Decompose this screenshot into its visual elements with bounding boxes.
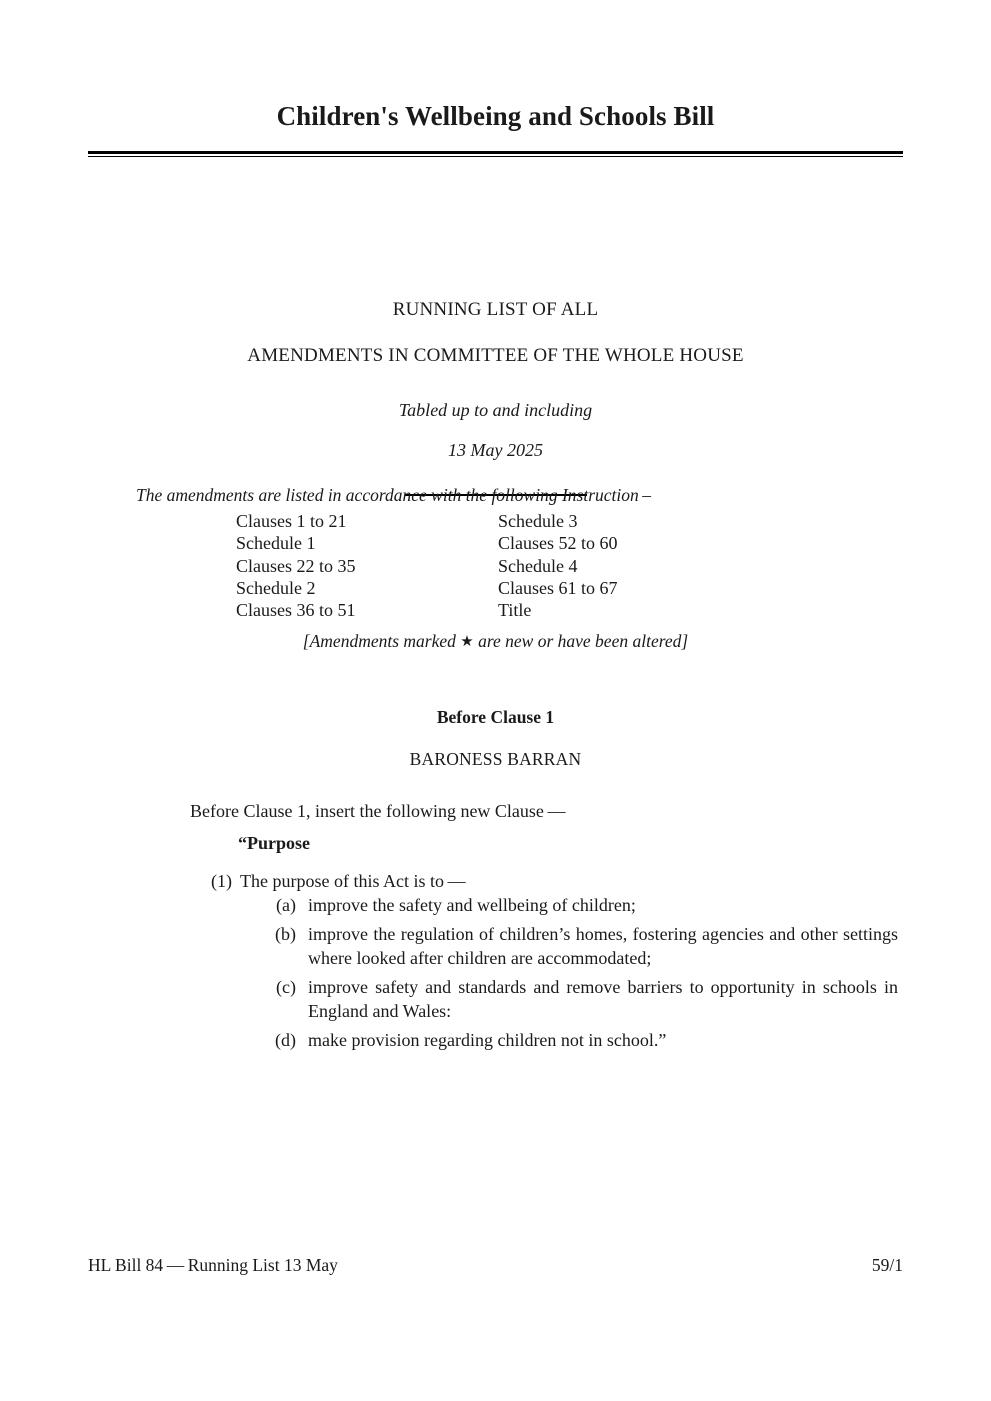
document-heading-block	[88, 300, 903, 496]
clause-list-right: Schedule 4	[498, 555, 578, 576]
footer-bill-reference: HL Bill 84 — Running List 13 May	[88, 1255, 338, 1275]
sub-paragraph	[190, 1028, 900, 1052]
starred-amendments-note	[88, 631, 903, 652]
sub-paragraph	[190, 893, 900, 917]
tabled-label: Tabled up to and including	[398, 400, 593, 420]
sub-paragraph-text: improve safety and standards and remove barriers to opportunity in schools in England and Wales:	[308, 977, 898, 1021]
clause-list-right: Clauses 52 to 60	[498, 533, 618, 554]
starred-note-bracket-close: ]	[681, 631, 689, 651]
clause-list-left: Clauses 1 to 21	[236, 511, 347, 531]
sub-paragraph-text: improve the regulation of children’s homes, fostering agencies and other settings where looked after children are accommodated;	[308, 924, 898, 968]
page-footer	[88, 1255, 903, 1276]
numbered-paragraph	[190, 869, 900, 893]
sub-paragraph	[190, 975, 900, 1023]
instruction-line: The amendments are listed in accordance with the following Instruction –	[136, 485, 651, 505]
clause-list-left: Schedule 1	[236, 533, 316, 554]
sub-paragraph-marker: (a)	[276, 895, 296, 915]
paragraph-marker: (1)	[211, 871, 232, 891]
clause-list-left: Clauses 36 to 51	[236, 600, 356, 621]
clause-list-left: Clauses 22 to 35	[236, 555, 356, 576]
amendment-heading: Before Clause 1	[436, 707, 555, 727]
tabled-date: 13 May 2025	[448, 440, 543, 460]
clause-list-row	[236, 510, 856, 532]
page-title: Children's Wellbeing and Schools Bill	[276, 101, 715, 131]
starred-note-text-after: are new or have been altered	[473, 631, 682, 651]
star-icon: ★	[460, 634, 474, 650]
heading-line-1: RUNNING LIST OF ALL	[392, 299, 599, 320]
starred-note-bracket-open: [	[302, 631, 310, 651]
heading-line-2: AMENDMENTS IN COMMITTEE OF THE WHOLE HOUSE	[247, 345, 744, 366]
new-clause-title: “Purpose	[238, 833, 310, 853]
starred-note-text-before: Amendments marked	[309, 631, 461, 651]
clause-list-row	[236, 555, 856, 577]
clause-list-row	[236, 577, 856, 599]
clause-list-right: Schedule 3	[498, 511, 578, 531]
sub-paragraph-text: make provision regarding children not in school.”	[308, 1030, 667, 1050]
rule-thin	[88, 156, 903, 158]
masthead	[88, 100, 903, 157]
clause-list-right: Title	[498, 600, 532, 621]
amendment-intro-line: Before Clause 1, insert the following new Clause —	[190, 801, 566, 821]
sub-paragraph-text: improve the safety and wellbeing of children;	[308, 895, 636, 915]
sub-paragraph-marker: (c)	[276, 977, 296, 997]
sub-paragraph-marker: (d)	[275, 1030, 296, 1050]
footer-page-number: 59/1	[871, 1255, 903, 1275]
masthead-double-rule	[88, 151, 903, 158]
clause-list	[236, 510, 856, 621]
clause-list-row	[236, 599, 856, 621]
numbered-paragraph-list	[190, 869, 900, 893]
sub-paragraph-list	[190, 893, 900, 1057]
amendment-sponsor: BARONESS BARRAN	[409, 749, 582, 769]
clause-list-right: Clauses 61 to 67	[498, 577, 618, 598]
paragraph-text: The purpose of this Act is to —	[240, 871, 466, 891]
clause-list-row	[236, 532, 856, 554]
clause-list-left: Schedule 2	[236, 577, 316, 598]
sub-paragraph-marker: (b)	[275, 924, 296, 944]
sub-paragraph	[190, 922, 900, 970]
